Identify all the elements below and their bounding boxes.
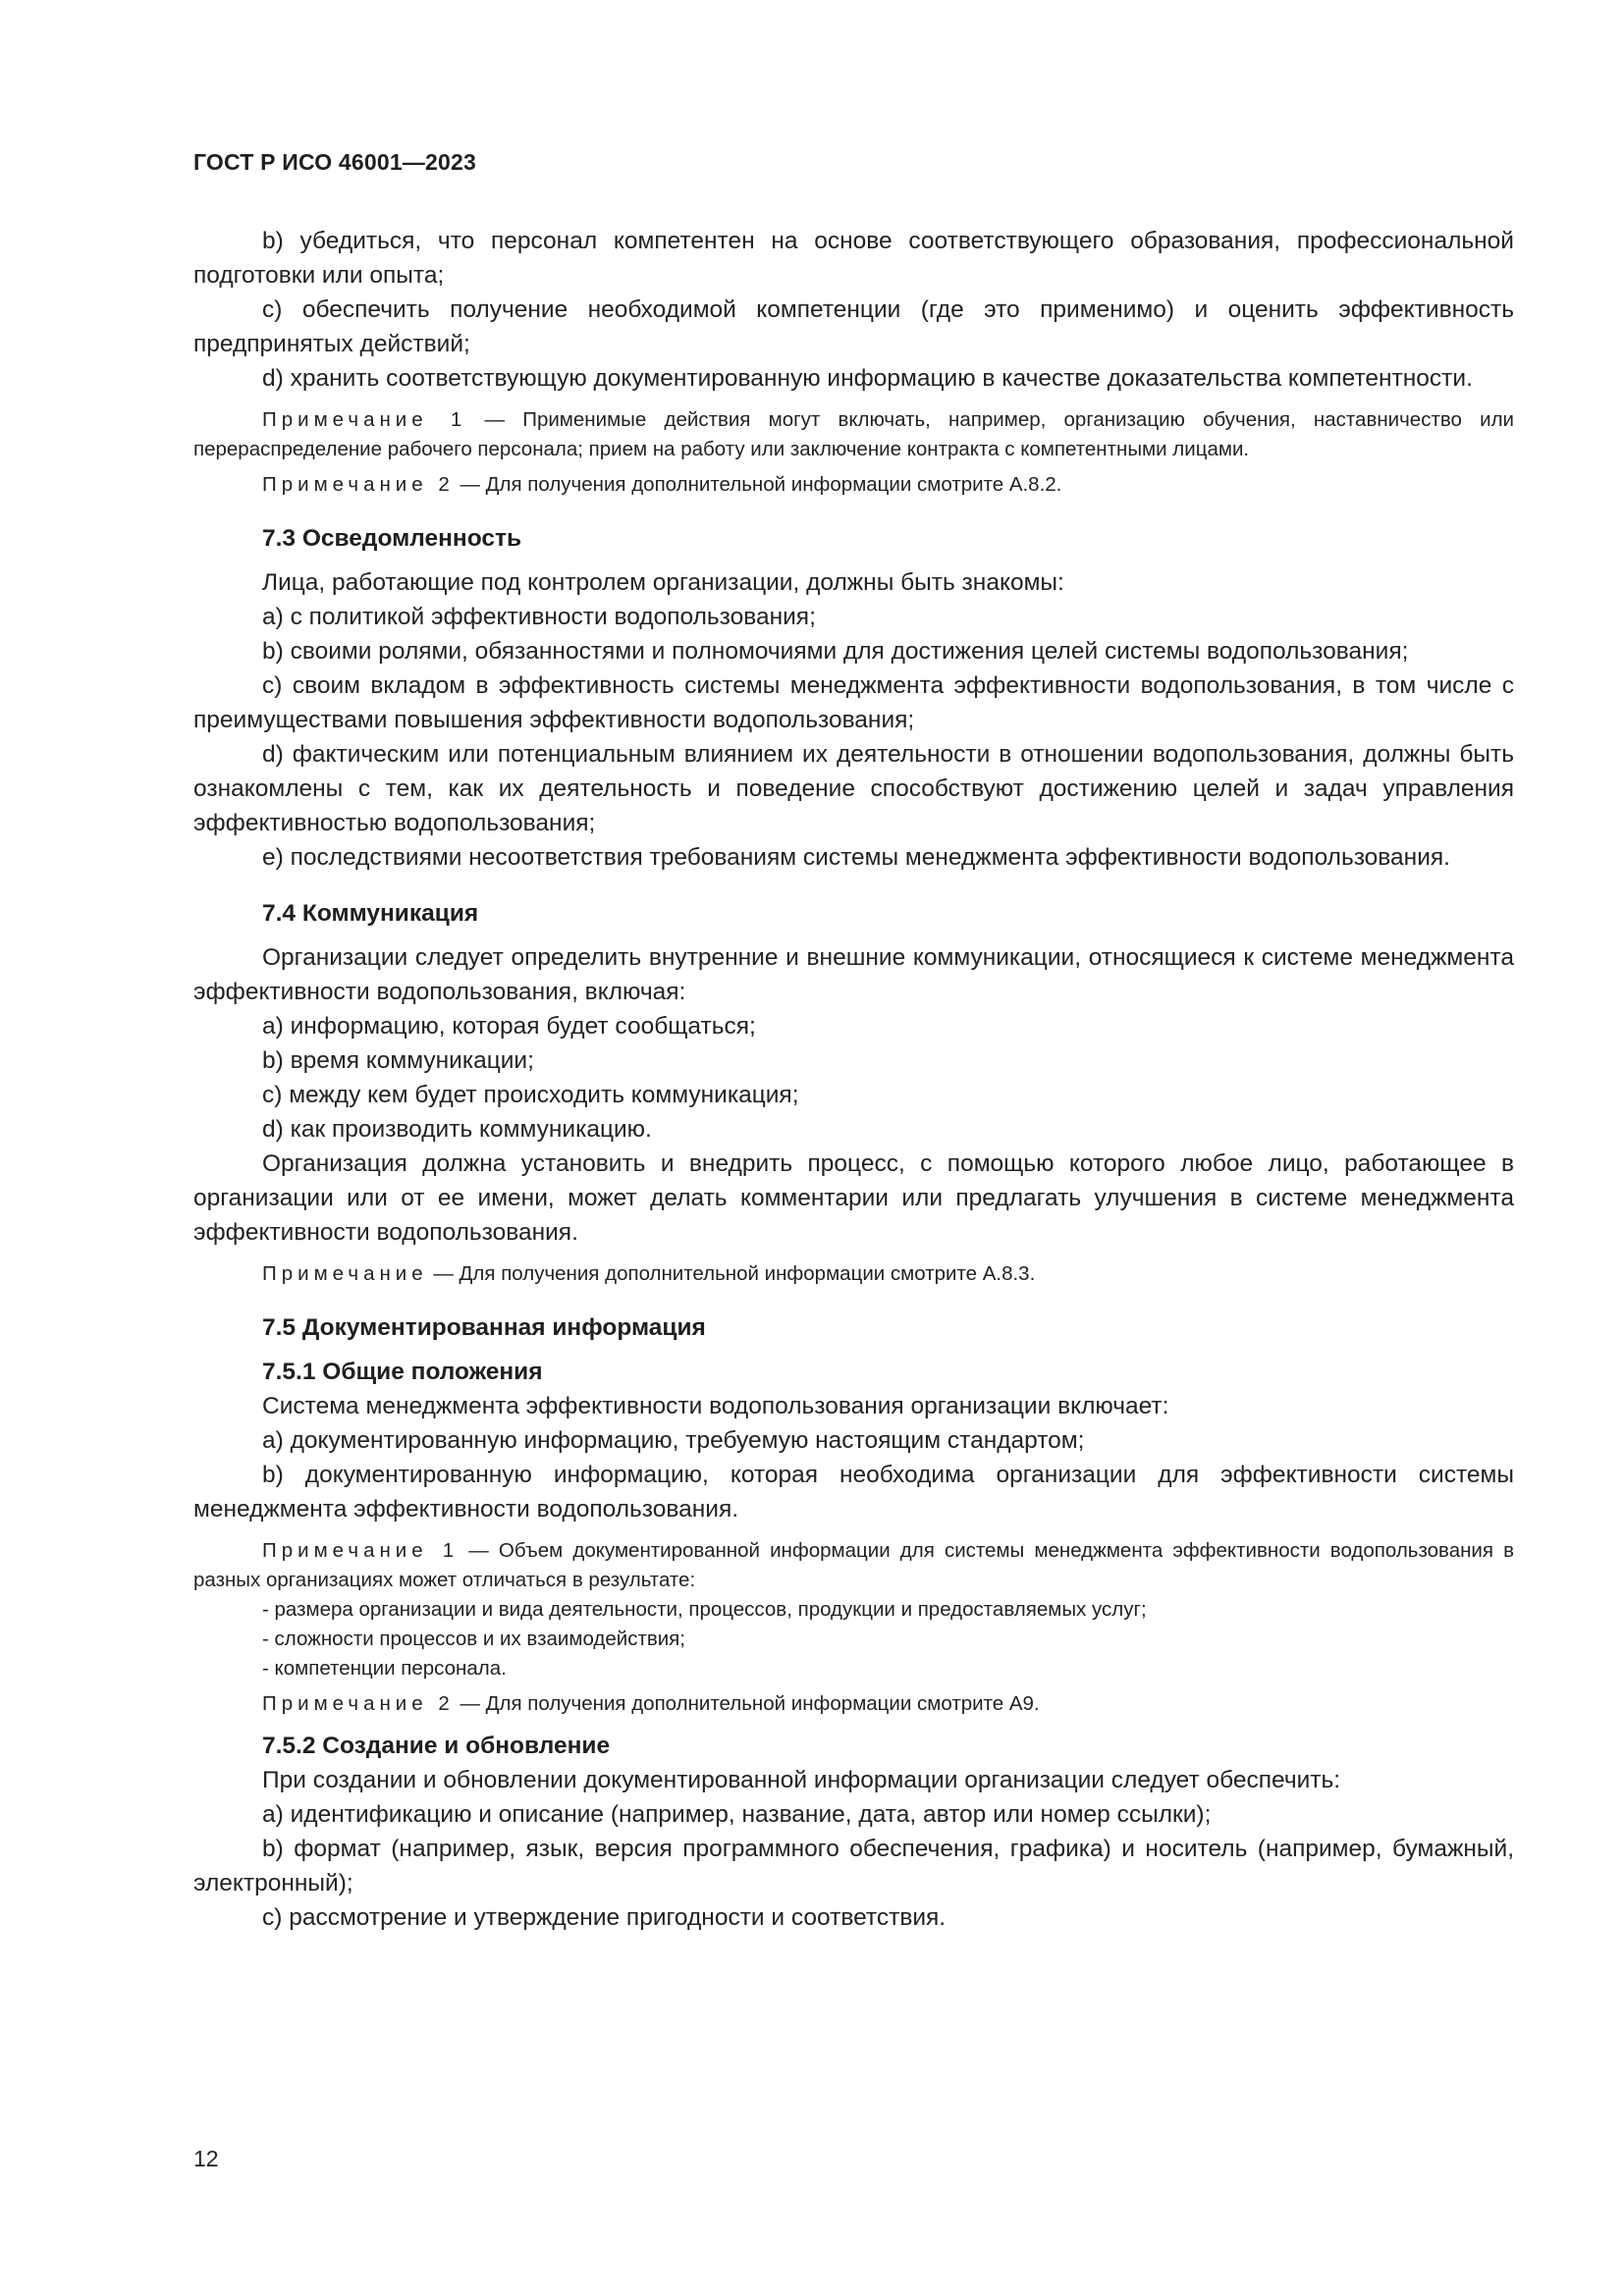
- list-item: b) формат (например, язык, версия программного обеспечения, графика) и носитель (например, бумажный, электронный);: [193, 1836, 1514, 1896]
- note: [193, 1536, 1514, 1595]
- paragraph: Организации следует определить внутренние и внешние коммуникации, относящиеся к системе менеджмента эффективности водопользования, включая:: [193, 944, 1514, 1005]
- document-code: ГОСТ Р ИСО 46001—2023: [193, 149, 477, 175]
- list-item: d) хранить соответствующую документированную информацию в качестве доказательства компетентности.: [262, 365, 1473, 392]
- list-item: a) информацию, которая будет сообщаться;: [262, 1013, 756, 1040]
- list-item: c) обеспечить получение необходимой компетенции (где это применимо) и оценить эффективность предпринятых действий;: [193, 296, 1514, 357]
- paragraph: Лица, работающие под контролем организации, должны быть знакомы:: [262, 569, 1064, 596]
- note-label: Примечание 1: [262, 1539, 460, 1562]
- list-item: c) между кем будет происходить коммуникация;: [262, 1082, 799, 1108]
- paragraph: Организация должна установить и внедрить процесс, с помощью которого любое лицо, работающее в организации или от ее имени, может делать комментарии или предлагать улучшения в системе менеджмента эффективности водопользования.: [193, 1150, 1514, 1246]
- note: [193, 1259, 1514, 1289]
- page-number: 12: [193, 2146, 219, 2171]
- note: [193, 1689, 1514, 1719]
- list-item: a) с политикой эффективности водопользования;: [262, 604, 816, 630]
- list-item: a) идентификацию и описание (например, название, дата, автор или номер ссылки);: [262, 1801, 1212, 1828]
- list-item: c) своим вкладом в эффективность системы менеджмента эффективности водопользования, в том числе с преимуществами повышения эффективности водопользования;: [193, 672, 1514, 733]
- section-heading: 7.3 Осведомленность: [262, 525, 522, 552]
- dash-list-item: - сложности процессов и их взаимодействия;: [262, 1628, 685, 1650]
- note-label: Примечание 1: [262, 408, 467, 431]
- list-item: a) документированную информацию, требуемую настоящим стандартом;: [262, 1427, 1085, 1454]
- paragraph: Система менеджмента эффективности водопользования организации включает:: [262, 1393, 1169, 1419]
- section-heading: 7.4 Коммуникация: [262, 900, 479, 927]
- list-item: b) документированную информацию, которая необходима организации для эффективности системы менеджмента эффективности водопользования.: [193, 1462, 1514, 1522]
- paragraph: При создании и обновлении документированной информации организации следует обеспечить:: [262, 1767, 1341, 1793]
- subsection-heading: 7.5.1 Общие положения: [262, 1359, 543, 1385]
- section-heading: 7.5 Документированная информация: [262, 1314, 706, 1341]
- list-item: b) убедиться, что персонал компетентен на основе соответствующего образования, профессиональной подготовки или опыта;: [193, 228, 1514, 289]
- list-item: b) время коммуникации;: [262, 1047, 534, 1074]
- note-text: — Для получения дополнительной информации смотрите А.8.3.: [427, 1262, 1036, 1285]
- note-label: Примечание 2: [262, 473, 455, 496]
- note: [193, 405, 1514, 464]
- note-text: — Объем документированной информации для системы менеджмента эффективности водопользования в разных организациях может отличаться в результате:: [193, 1539, 1514, 1591]
- dash-list-item: - компетенции персонала.: [262, 1657, 507, 1680]
- list-item: c) рассмотрение и утверждение пригодности и соответствия.: [262, 1904, 947, 1931]
- note-text: — Применимые действия могут включать, например, организацию обучения, наставничество или перераспределение рабочего персонала; прием на работу или заключение контракта с компетентными лицами.: [193, 408, 1514, 460]
- note-text: — Для получения дополнительной информации смотрите А9.: [454, 1692, 1040, 1715]
- note-text: — Для получения дополнительной информации смотрите А.8.2.: [454, 473, 1062, 496]
- list-item: d) как производить коммуникацию.: [262, 1116, 652, 1143]
- note-label: Примечание: [262, 1262, 428, 1285]
- list-item: e) последствиями несоответствия требованиям системы менеджмента эффективности водопользования.: [262, 844, 1450, 871]
- list-item: b) своими ролями, обязанностями и полномочиями для достижения целей системы водопользования;: [262, 638, 1409, 665]
- subsection-heading: 7.5.2 Создание и обновление: [262, 1733, 611, 1759]
- page-content: [193, 224, 1514, 1935]
- dash-list-item: - размера организации и вида деятельности, процессов, продукции и предоставляемых услуг;: [262, 1598, 1147, 1621]
- note-label: Примечание 2: [262, 1692, 455, 1715]
- list-item: d) фактическим или потенциальным влиянием их деятельности в отношении водопользования, должны быть ознакомлены с тем, как их деятельность и поведение способствуют достижению целей и задач управления эффективностью водопользования;: [193, 741, 1514, 836]
- note: [193, 470, 1514, 500]
